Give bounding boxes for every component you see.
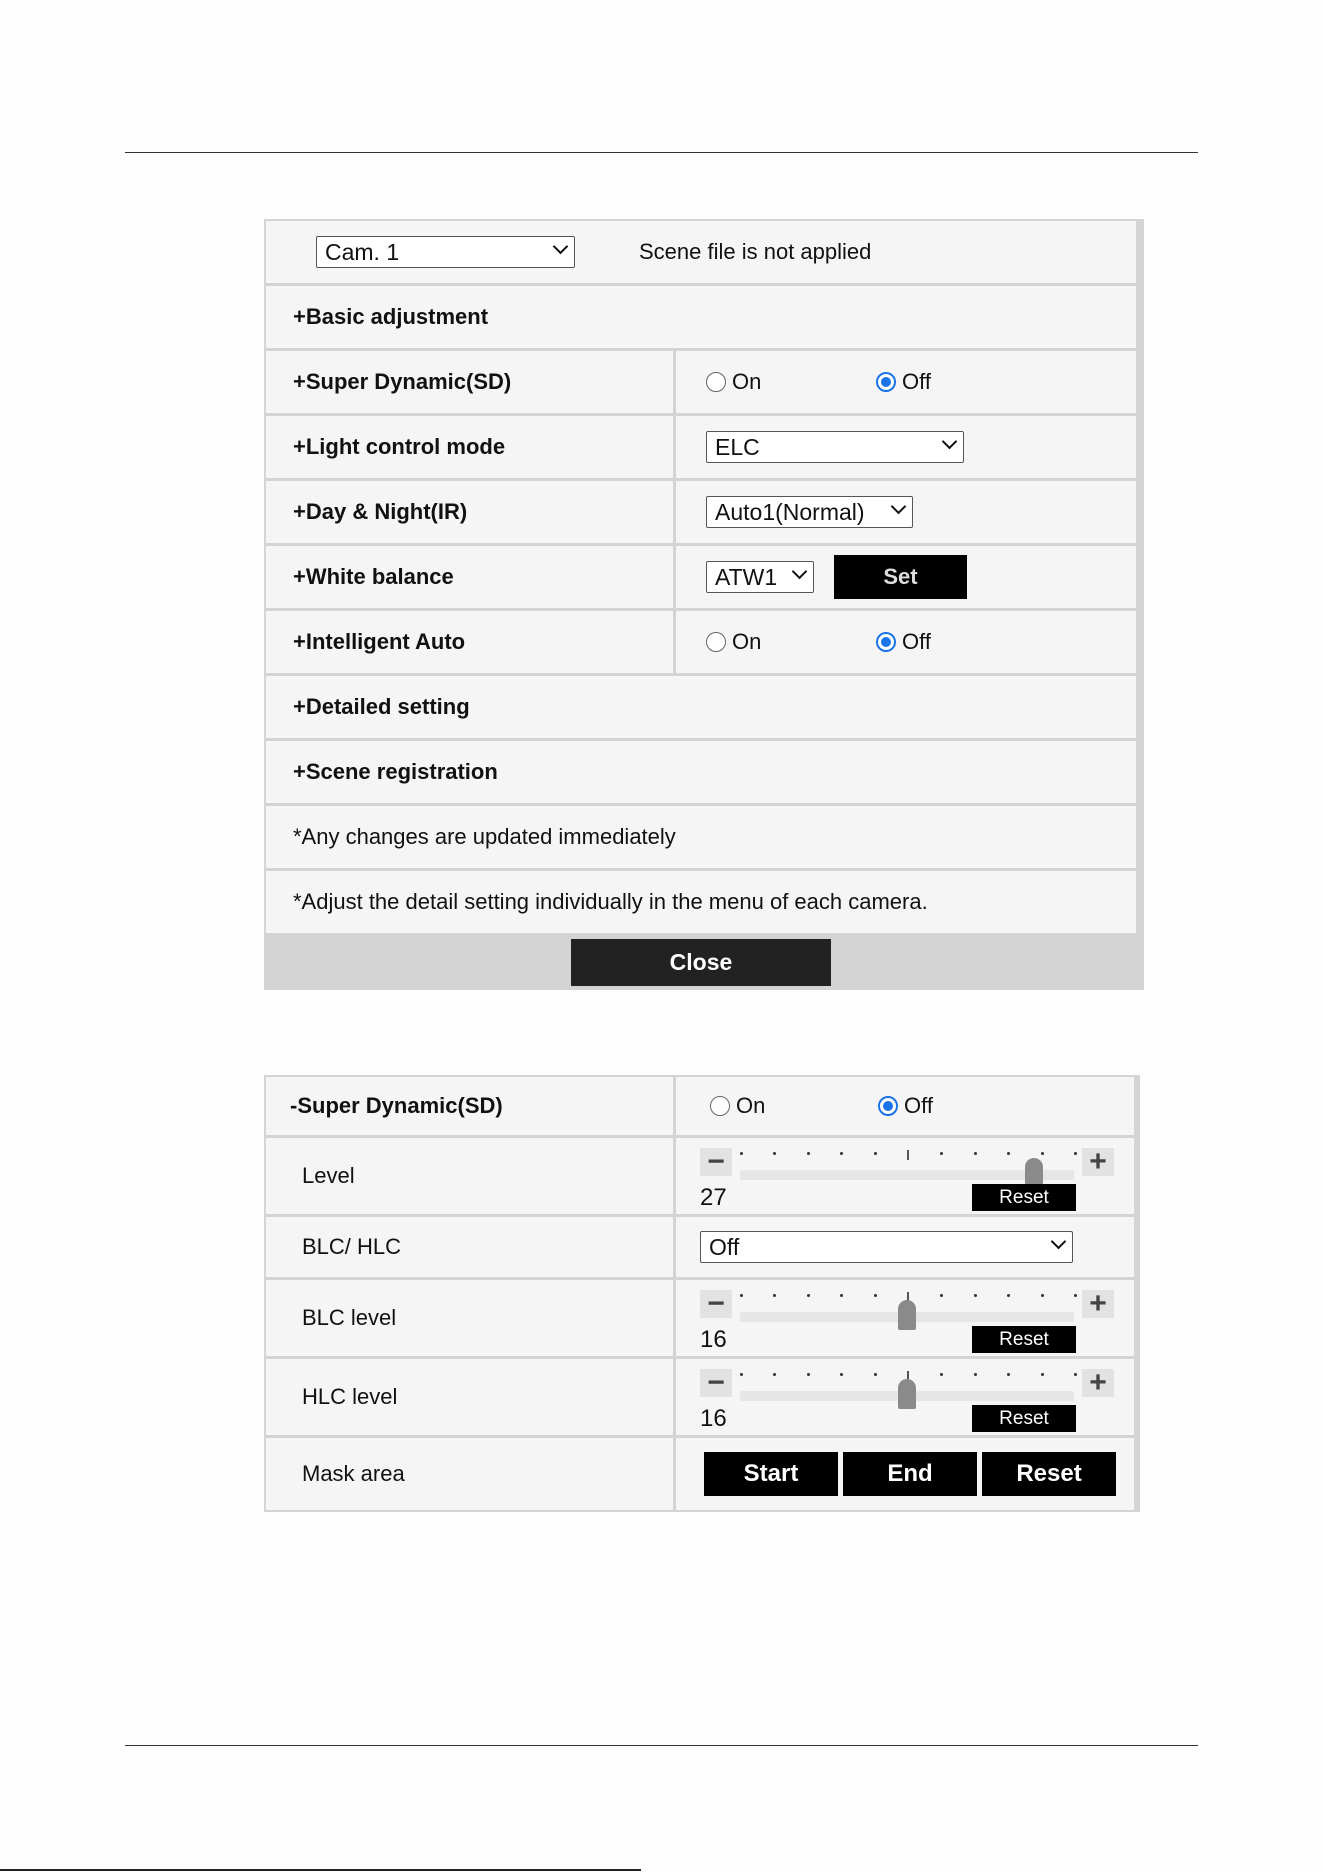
chevron-down-icon (1053, 1238, 1064, 1256)
note-row (266, 871, 1136, 933)
slider-handle[interactable] (898, 1300, 916, 1330)
slider-tick (874, 1294, 877, 1297)
camera-select[interactable] (316, 236, 575, 268)
radio-label: On (736, 1093, 766, 1118)
level-slider (700, 1146, 1114, 1216)
camera-row (266, 221, 1136, 283)
light-control-value: ELC (715, 433, 760, 460)
slider-tick (773, 1152, 776, 1155)
slider-track[interactable] (740, 1170, 1074, 1180)
day-night-label[interactable]: +Day & Night(IR) (266, 481, 676, 543)
image-adjust-panel (264, 219, 1144, 990)
footer-rule (125, 1745, 1198, 1746)
slider-tick (874, 1373, 877, 1376)
hlc-level-label: HLC level (266, 1359, 676, 1435)
light-control-select[interactable] (706, 431, 964, 463)
slider-tick (974, 1294, 977, 1297)
footnote-rule (0, 1869, 641, 1871)
detailed-setting-row[interactable] (266, 676, 1136, 738)
slider-tick (740, 1294, 743, 1297)
slider-tick (1041, 1294, 1044, 1297)
mask-end-button[interactable]: End (843, 1452, 977, 1496)
minus-icon[interactable]: − (700, 1148, 732, 1176)
hlc-level-value: 16 (700, 1405, 727, 1432)
slider-tick (940, 1373, 943, 1376)
plus-icon[interactable]: + (1082, 1148, 1114, 1176)
level-row (266, 1138, 1134, 1214)
intelligent-auto-off-radio[interactable] (876, 629, 931, 655)
detailed-setting-label: +Detailed setting (293, 694, 470, 719)
plus-icon[interactable]: + (1082, 1369, 1114, 1397)
mask-reset-button[interactable]: Reset (982, 1452, 1116, 1496)
blc-hlc-select[interactable] (700, 1231, 1073, 1263)
slider-tick (1041, 1373, 1044, 1376)
slider-tick (974, 1152, 977, 1155)
radio-label: Off (902, 629, 931, 654)
super-dynamic-header-label[interactable]: -Super Dynamic(SD) (266, 1077, 676, 1135)
close-button[interactable]: Close (571, 939, 831, 986)
slider-tick (974, 1373, 977, 1376)
slider-tick (907, 1150, 909, 1160)
slider-tick (1007, 1294, 1010, 1297)
slider-tick (807, 1373, 810, 1376)
white-balance-row (266, 546, 1136, 608)
blc-level-row (266, 1280, 1134, 1356)
radio-checked-icon (876, 372, 896, 392)
white-balance-select[interactable] (706, 561, 814, 593)
day-night-value: Auto1(Normal) (715, 498, 865, 525)
radio-label: Off (904, 1093, 933, 1118)
header-rule (125, 152, 1198, 153)
slider-tick (874, 1152, 877, 1155)
day-night-row (266, 481, 1136, 543)
note-text: *Any changes are updated immediately (293, 824, 676, 849)
white-balance-value: ATW1 (715, 563, 778, 590)
blc-level-slider (700, 1288, 1114, 1358)
intelligent-auto-on-radio[interactable] (706, 629, 876, 655)
radio-label: On (732, 629, 762, 654)
sd-on-radio[interactable] (710, 1093, 878, 1119)
intelligent-auto-label[interactable]: +Intelligent Auto (266, 611, 676, 673)
camera-select-value: Cam. 1 (325, 238, 400, 265)
scene-registration-label: +Scene registration (293, 759, 498, 784)
slider-tick (807, 1152, 810, 1155)
level-value: 27 (700, 1184, 727, 1211)
basic-adjustment-row[interactable] (266, 286, 1136, 348)
super-dynamic-row (266, 351, 1136, 413)
chevron-down-icon (944, 438, 955, 456)
scene-status: Scene file is not applied (639, 239, 872, 264)
slider-tick (1041, 1152, 1044, 1155)
radio-label: Off (902, 369, 931, 394)
radio-unchecked-icon (706, 372, 726, 392)
slider-tick (840, 1294, 843, 1297)
intelligent-auto-row (266, 611, 1136, 673)
note-text: *Adjust the detail setting individually in the menu of each camera. (293, 889, 928, 914)
blc-hlc-row (266, 1217, 1134, 1277)
slider-tick (740, 1152, 743, 1155)
basic-adjustment-label: +Basic adjustment (293, 304, 489, 329)
blc-level-reset-button[interactable]: Reset (972, 1326, 1076, 1353)
chevron-down-icon (794, 568, 805, 586)
plus-icon[interactable]: + (1082, 1290, 1114, 1318)
super-dynamic-off-radio[interactable] (876, 369, 931, 395)
hlc-level-reset-button[interactable]: Reset (972, 1405, 1076, 1432)
slider-tick (1007, 1152, 1010, 1155)
slider-tick (1074, 1294, 1077, 1297)
slider-tick (1007, 1373, 1010, 1376)
blc-level-value: 16 (700, 1326, 727, 1353)
slider-tick (773, 1373, 776, 1376)
mask-area-row (266, 1438, 1134, 1510)
slider-tick (840, 1152, 843, 1155)
day-night-select[interactable] (706, 496, 913, 528)
white-balance-label[interactable]: +White balance (266, 546, 676, 608)
radio-unchecked-icon (706, 632, 726, 652)
radio-checked-icon (876, 632, 896, 652)
chevron-down-icon (893, 503, 904, 521)
level-reset-button[interactable]: Reset (972, 1184, 1076, 1211)
minus-icon[interactable]: − (700, 1369, 732, 1397)
slider-tick (1074, 1152, 1077, 1155)
blc-hlc-label: BLC/ HLC (266, 1217, 676, 1277)
super-dynamic-header-row (266, 1077, 1134, 1135)
note-row (266, 806, 1136, 868)
minus-icon[interactable]: − (700, 1290, 732, 1318)
level-label: Level (266, 1138, 676, 1214)
slider-handle[interactable] (898, 1379, 916, 1409)
radio-checked-icon (878, 1096, 898, 1116)
slider-tick (773, 1294, 776, 1297)
slider-tick (1074, 1373, 1077, 1376)
slider-tick (940, 1294, 943, 1297)
blc-hlc-value: Off (709, 1233, 740, 1260)
slider-tick (940, 1152, 943, 1155)
slider-tick (840, 1373, 843, 1376)
light-control-label[interactable]: +Light control mode (266, 416, 676, 478)
close-bar (266, 933, 1136, 988)
slider-tick (740, 1373, 743, 1376)
radio-label: On (732, 369, 762, 394)
light-control-row (266, 416, 1136, 478)
blc-level-label: BLC level (266, 1280, 676, 1356)
mask-area-label: Mask area (266, 1438, 676, 1510)
mask-start-button[interactable]: Start (704, 1452, 838, 1496)
slider-tick (807, 1294, 810, 1297)
super-dynamic-detail-panel (264, 1075, 1140, 1512)
scene-registration-row[interactable] (266, 741, 1136, 803)
chevron-down-icon (555, 243, 566, 261)
hlc-level-slider (700, 1367, 1114, 1437)
super-dynamic-label[interactable]: +Super Dynamic(SD) (266, 351, 676, 413)
super-dynamic-on-radio[interactable] (706, 369, 876, 395)
white-balance-set-button[interactable]: Set (834, 555, 967, 599)
sd-off-radio[interactable] (878, 1093, 933, 1119)
slider-ticks (740, 1152, 1074, 1158)
radio-unchecked-icon (710, 1096, 730, 1116)
hlc-level-row (266, 1359, 1134, 1435)
